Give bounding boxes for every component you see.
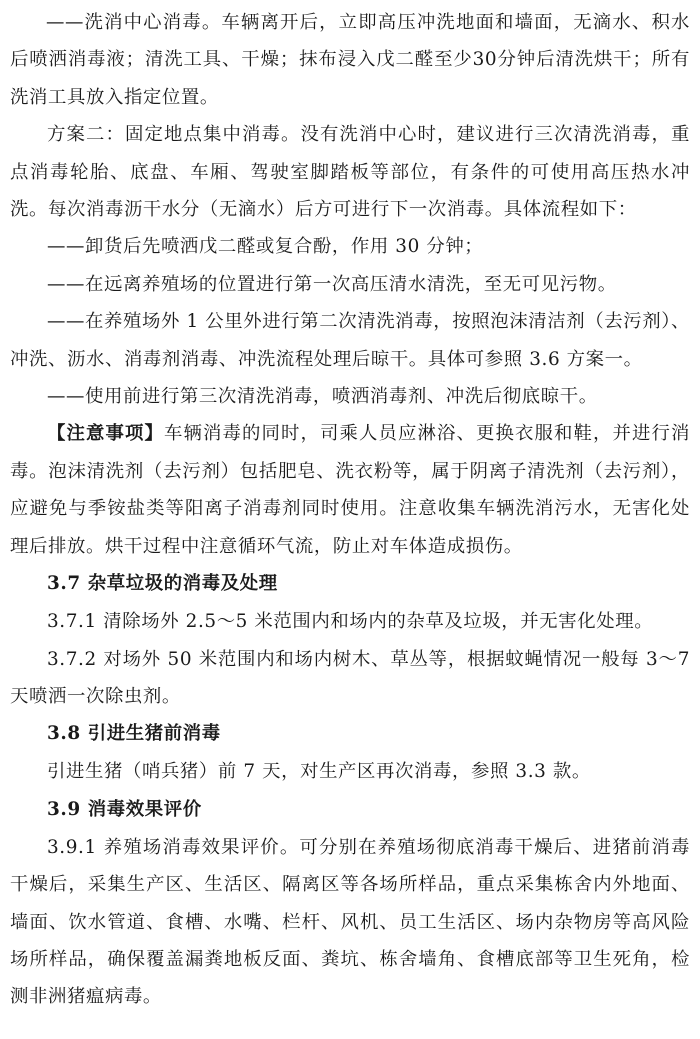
paragraph-plan-two: 方案二：固定地点集中消毒。没有洗消中心时，建议进行三次清洗消毒，重点消毒轮胎、底盘、车厢、驾驶室脚踏板等部位，有条件的可使用高压热水冲洗。每次消毒沥干水分（无滴水）后方可进行下一次消毒。具体流程如下： [10, 124, 690, 221]
note-bracket-close: 】 [144, 423, 164, 445]
paragraph-precautions [10, 415, 690, 565]
paragraph-step-first-wash: ——在远离养殖场的位置进行第一次高压清水清洗，至无可见污物。 [47, 273, 617, 295]
note-text: 车辆消毒的同时，司乘人员应淋浴、更换衣服和鞋，并进行消毒。泡沫清洗剂（去污剂）包括肥皂、洗衣粉等，属于阴离子清洗剂（去污剂），应避免与季铵盐类等阳离子消毒剂同时使用。注意收集车辆洗消污水，无害化处理后排放。烘干过程中注意循环气流，防止对车体造成损伤。 [10, 423, 690, 557]
paragraph-3-7-2: 3.7.2 对场外 50 米范围内和场内树木、草丛等，根据蚊蝇情况一般每 3～7 天喷洒一次除虫剂。 [10, 648, 690, 707]
section-heading-3-7: 3.7 杂草垃圾的消毒及处理 [47, 573, 278, 595]
paragraph-step-second-wash: ——在养殖场外 1 公里外进行第二次清洗消毒，按照泡沫清洁剂（去污剂）、冲洗、沥水、消毒剂消毒、冲洗流程处理后晾干。具体可参照 3.6 方案一。 [10, 311, 690, 370]
paragraph-disinfection-center: ——洗消中心消毒。车辆离开后，立即高压冲洗地面和墙面，无滴水、积水后喷洒消毒液；清洗工具、干燥；抹布浸入戊二醛至少30分钟后清洗烘干；所有洗消工具放入指定位置。 [10, 12, 690, 108]
note-label: 注意事项 [66, 423, 145, 445]
section-heading-3-8: 3.8 引进生猪前消毒 [47, 723, 221, 745]
paragraph-3-9-1: 3.9.1 养殖场消毒效果评价。可分别在养殖场彻底消毒干燥后、进猪前消毒干燥后，采集生产区、生活区、隔离区等各场所样品，重点采集栋舍内外地面、墙面、饮水管道、食槽、水嘴、栏杆、风机、员工生活区、场内杂物房等高风险场所样品，确保覆盖漏粪地板反面、粪坑、栋舍墙角、食槽底部等卫生死角，检测非洲猪瘟病毒。 [10, 836, 690, 1008]
paragraph-step-unload: ——卸货后先喷洒戊二醛或复合酚，作用 30 分钟； [47, 236, 484, 258]
note-bracket-open: 【 [47, 423, 67, 445]
paragraph-3-7-1: 3.7.1 清除场外 2.5～5 米范围内和场内的杂草及垃圾，并无害化处理。 [47, 611, 654, 633]
paragraph-3-8: 引进生猪（哨兵猪）前 7 天，对生产区再次消毒，参照 3.3 款。 [47, 761, 591, 783]
paragraph-step-third-wash: ——使用前进行第三次清洗消毒，喷洒消毒剂、冲洗后彻底晾干。 [47, 386, 598, 408]
section-heading-3-9: 3.9 消毒效果评价 [47, 798, 202, 820]
